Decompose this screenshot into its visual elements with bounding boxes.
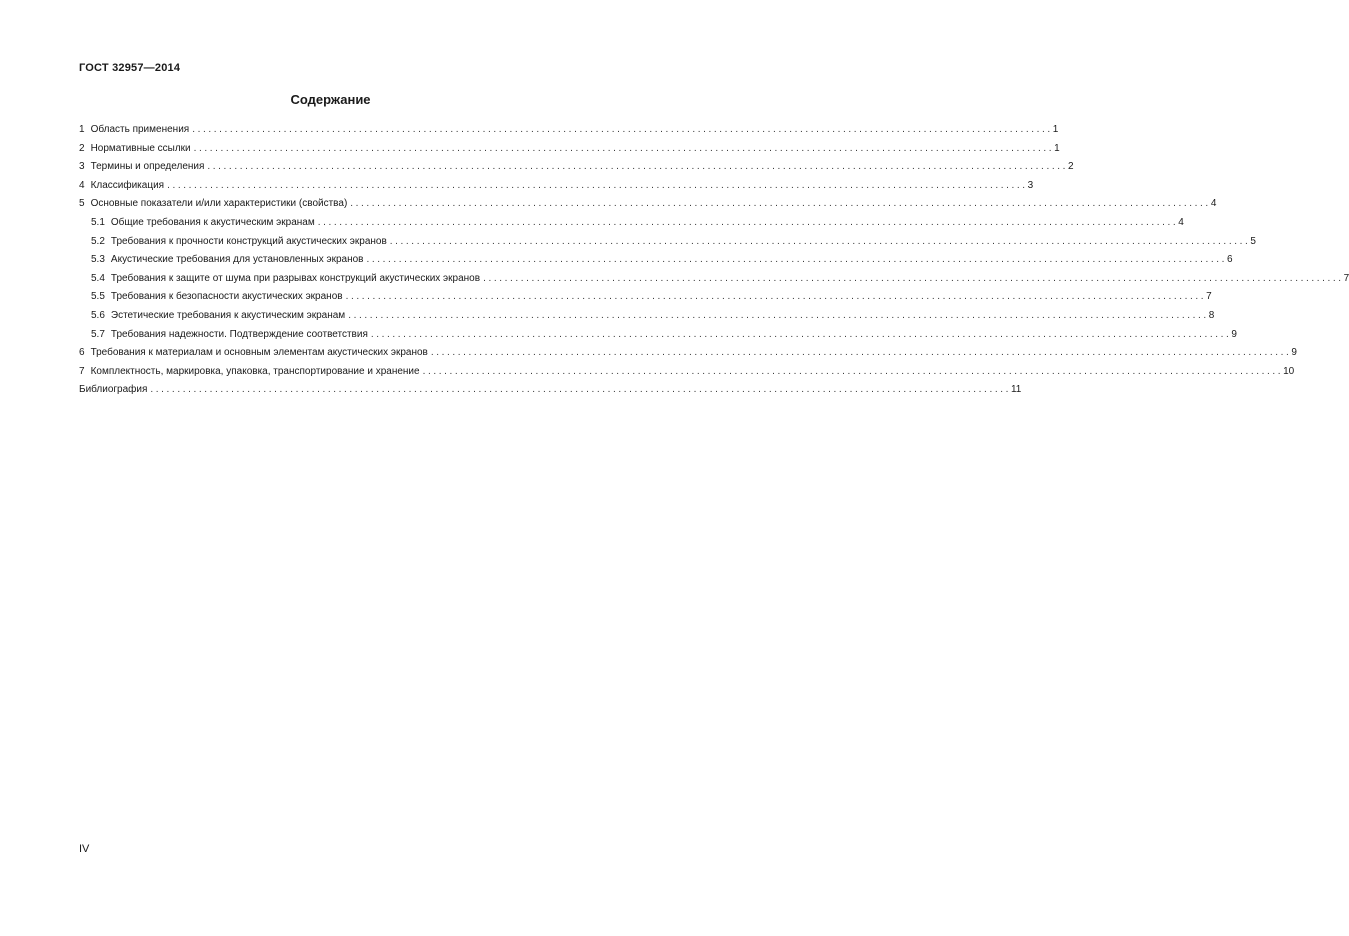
toc-entry-page: 7 xyxy=(1206,291,1212,303)
toc-entry[interactable] xyxy=(79,177,1034,196)
toc-leader-dots: ................................................................................................................................................................ xyxy=(348,309,1209,321)
toc-entry-number: 5.2 xyxy=(91,235,105,247)
toc-entry-page: 11 xyxy=(1010,384,1022,396)
toc-subentry[interactable] xyxy=(79,270,1349,289)
toc-leader-dots: ................................................................................................................................................................ xyxy=(167,179,1028,191)
toc-entry-page: 7 xyxy=(1343,272,1349,284)
toc-entry-number: 5.6 xyxy=(91,309,105,321)
toc-entry-number: 4 xyxy=(79,179,85,191)
toc-leader-dots: ................................................................................................................................................................ xyxy=(422,365,1284,377)
toc-subentry[interactable] xyxy=(79,251,1233,270)
toc-entry-page: 6 xyxy=(1227,254,1233,266)
toc-entry-page: 9 xyxy=(1291,347,1297,359)
toc-entry[interactable] xyxy=(79,195,1217,214)
toc-subentry[interactable] xyxy=(79,214,1184,233)
toc-leader-dots: ................................................................................................................................................................ xyxy=(366,254,1228,266)
toc-entry-page: 2 xyxy=(1067,161,1074,173)
toc-entry-title: Эстетические требования к акустическим экранам xyxy=(110,309,346,321)
toc-entry-number: 5.1 xyxy=(91,216,105,228)
toc-leader-dots: ................................................................................................................................................................ xyxy=(350,198,1211,210)
toc-entry-page: 3 xyxy=(1027,179,1034,191)
toc-entry-number: 7 xyxy=(79,365,85,377)
toc-entry-title: Требования к материалам и основным элементам акустических экранов xyxy=(90,347,428,359)
toc-entry-page: 5 xyxy=(1250,235,1256,247)
toc-leader-dots: ................................................................................................................................................................ xyxy=(317,216,1179,228)
toc-entry[interactable] xyxy=(79,158,1074,177)
toc-entry-bibliography[interactable] xyxy=(79,381,1022,400)
toc-entry-title: Требования надежности. Подтверждение соответствия xyxy=(110,328,368,340)
toc-entry-page: 1 xyxy=(1054,142,1060,154)
toc-entry[interactable] xyxy=(79,140,1060,159)
toc-entry-number: 3 xyxy=(79,161,85,173)
toc-entry-page: 4 xyxy=(1210,198,1217,210)
toc-entry-title: Общие требования к акустическим экранам xyxy=(110,216,315,228)
toc-entry-page: 9 xyxy=(1231,328,1237,340)
toc-leader-dots: ................................................................................................................................................................ xyxy=(345,291,1207,303)
toc-entry-number: 5.7 xyxy=(91,328,105,340)
toc-entry-page: 10 xyxy=(1283,365,1295,377)
toc-entry-title: Требования к безопасности акустических экранов xyxy=(110,291,343,303)
toc-leader-dots: ................................................................................................................................................................ xyxy=(150,384,1011,396)
toc-subentry[interactable] xyxy=(79,233,1256,252)
toc-entry-title: Библиография xyxy=(79,384,148,396)
toc-entry-page: 8 xyxy=(1208,309,1215,321)
toc-entry-title: Классификация xyxy=(90,179,165,191)
toc-entry-title: Основные показатели и/или характеристики (свойства) xyxy=(90,198,348,210)
toc-entry-number: 2 xyxy=(79,142,85,154)
toc-entry-number: 5.5 xyxy=(91,291,105,303)
toc-entry[interactable] xyxy=(79,121,1059,140)
toc-entry-number: 5.4 xyxy=(91,272,105,284)
toc-entry[interactable] xyxy=(79,344,1297,363)
toc-leader-dots: ................................................................................................................................................................ xyxy=(370,328,1232,340)
toc-subentry[interactable] xyxy=(79,288,1212,307)
toc-leader-dots: ................................................................................................................................................................ xyxy=(192,124,1053,135)
toc-entry-page: 1 xyxy=(1052,124,1059,135)
toc-entry-title: Акустические требования для установленных экранов xyxy=(110,254,364,266)
table-of-contents xyxy=(79,121,1349,400)
standard-header: ГОСТ 32957—2014 xyxy=(79,62,181,74)
toc-entry-title: Комплектность, маркировка, упаковка, транспортирование и хранение xyxy=(90,365,420,377)
toc-entry-title: Требования к защите от шума при разрывах конструкций акустических экранов xyxy=(110,272,481,284)
toc-leader-dots: ................................................................................................................................................................ xyxy=(207,161,1068,173)
toc-title: Содержание xyxy=(290,92,371,107)
toc-entry-title: Нормативные ссылки xyxy=(90,142,191,154)
toc-subentry[interactable] xyxy=(79,307,1215,326)
toc-leader-dots: ................................................................................................................................................................ xyxy=(193,142,1055,154)
toc-entry-title: Требования к прочности конструкций акустических экранов xyxy=(110,235,387,247)
toc-entry[interactable] xyxy=(79,363,1295,382)
toc-leader-dots: ................................................................................................................................................................ xyxy=(483,272,1344,284)
toc-entry-number: 5.3 xyxy=(91,254,105,266)
toc-entry-number: 5 xyxy=(79,198,85,210)
toc-entry-title: Область применения xyxy=(90,124,190,135)
toc-leader-dots: ................................................................................................................................................................ xyxy=(389,235,1251,247)
toc-entry-title: Термины и определения xyxy=(90,161,205,173)
toc-entry-page: 4 xyxy=(1178,216,1184,228)
toc-subentry[interactable] xyxy=(79,326,1237,345)
toc-entry-number: 6 xyxy=(79,347,85,359)
page-number: IV xyxy=(79,843,90,855)
toc-entry-number: 1 xyxy=(79,124,85,135)
toc-leader-dots: ................................................................................................................................................................ xyxy=(430,347,1292,359)
